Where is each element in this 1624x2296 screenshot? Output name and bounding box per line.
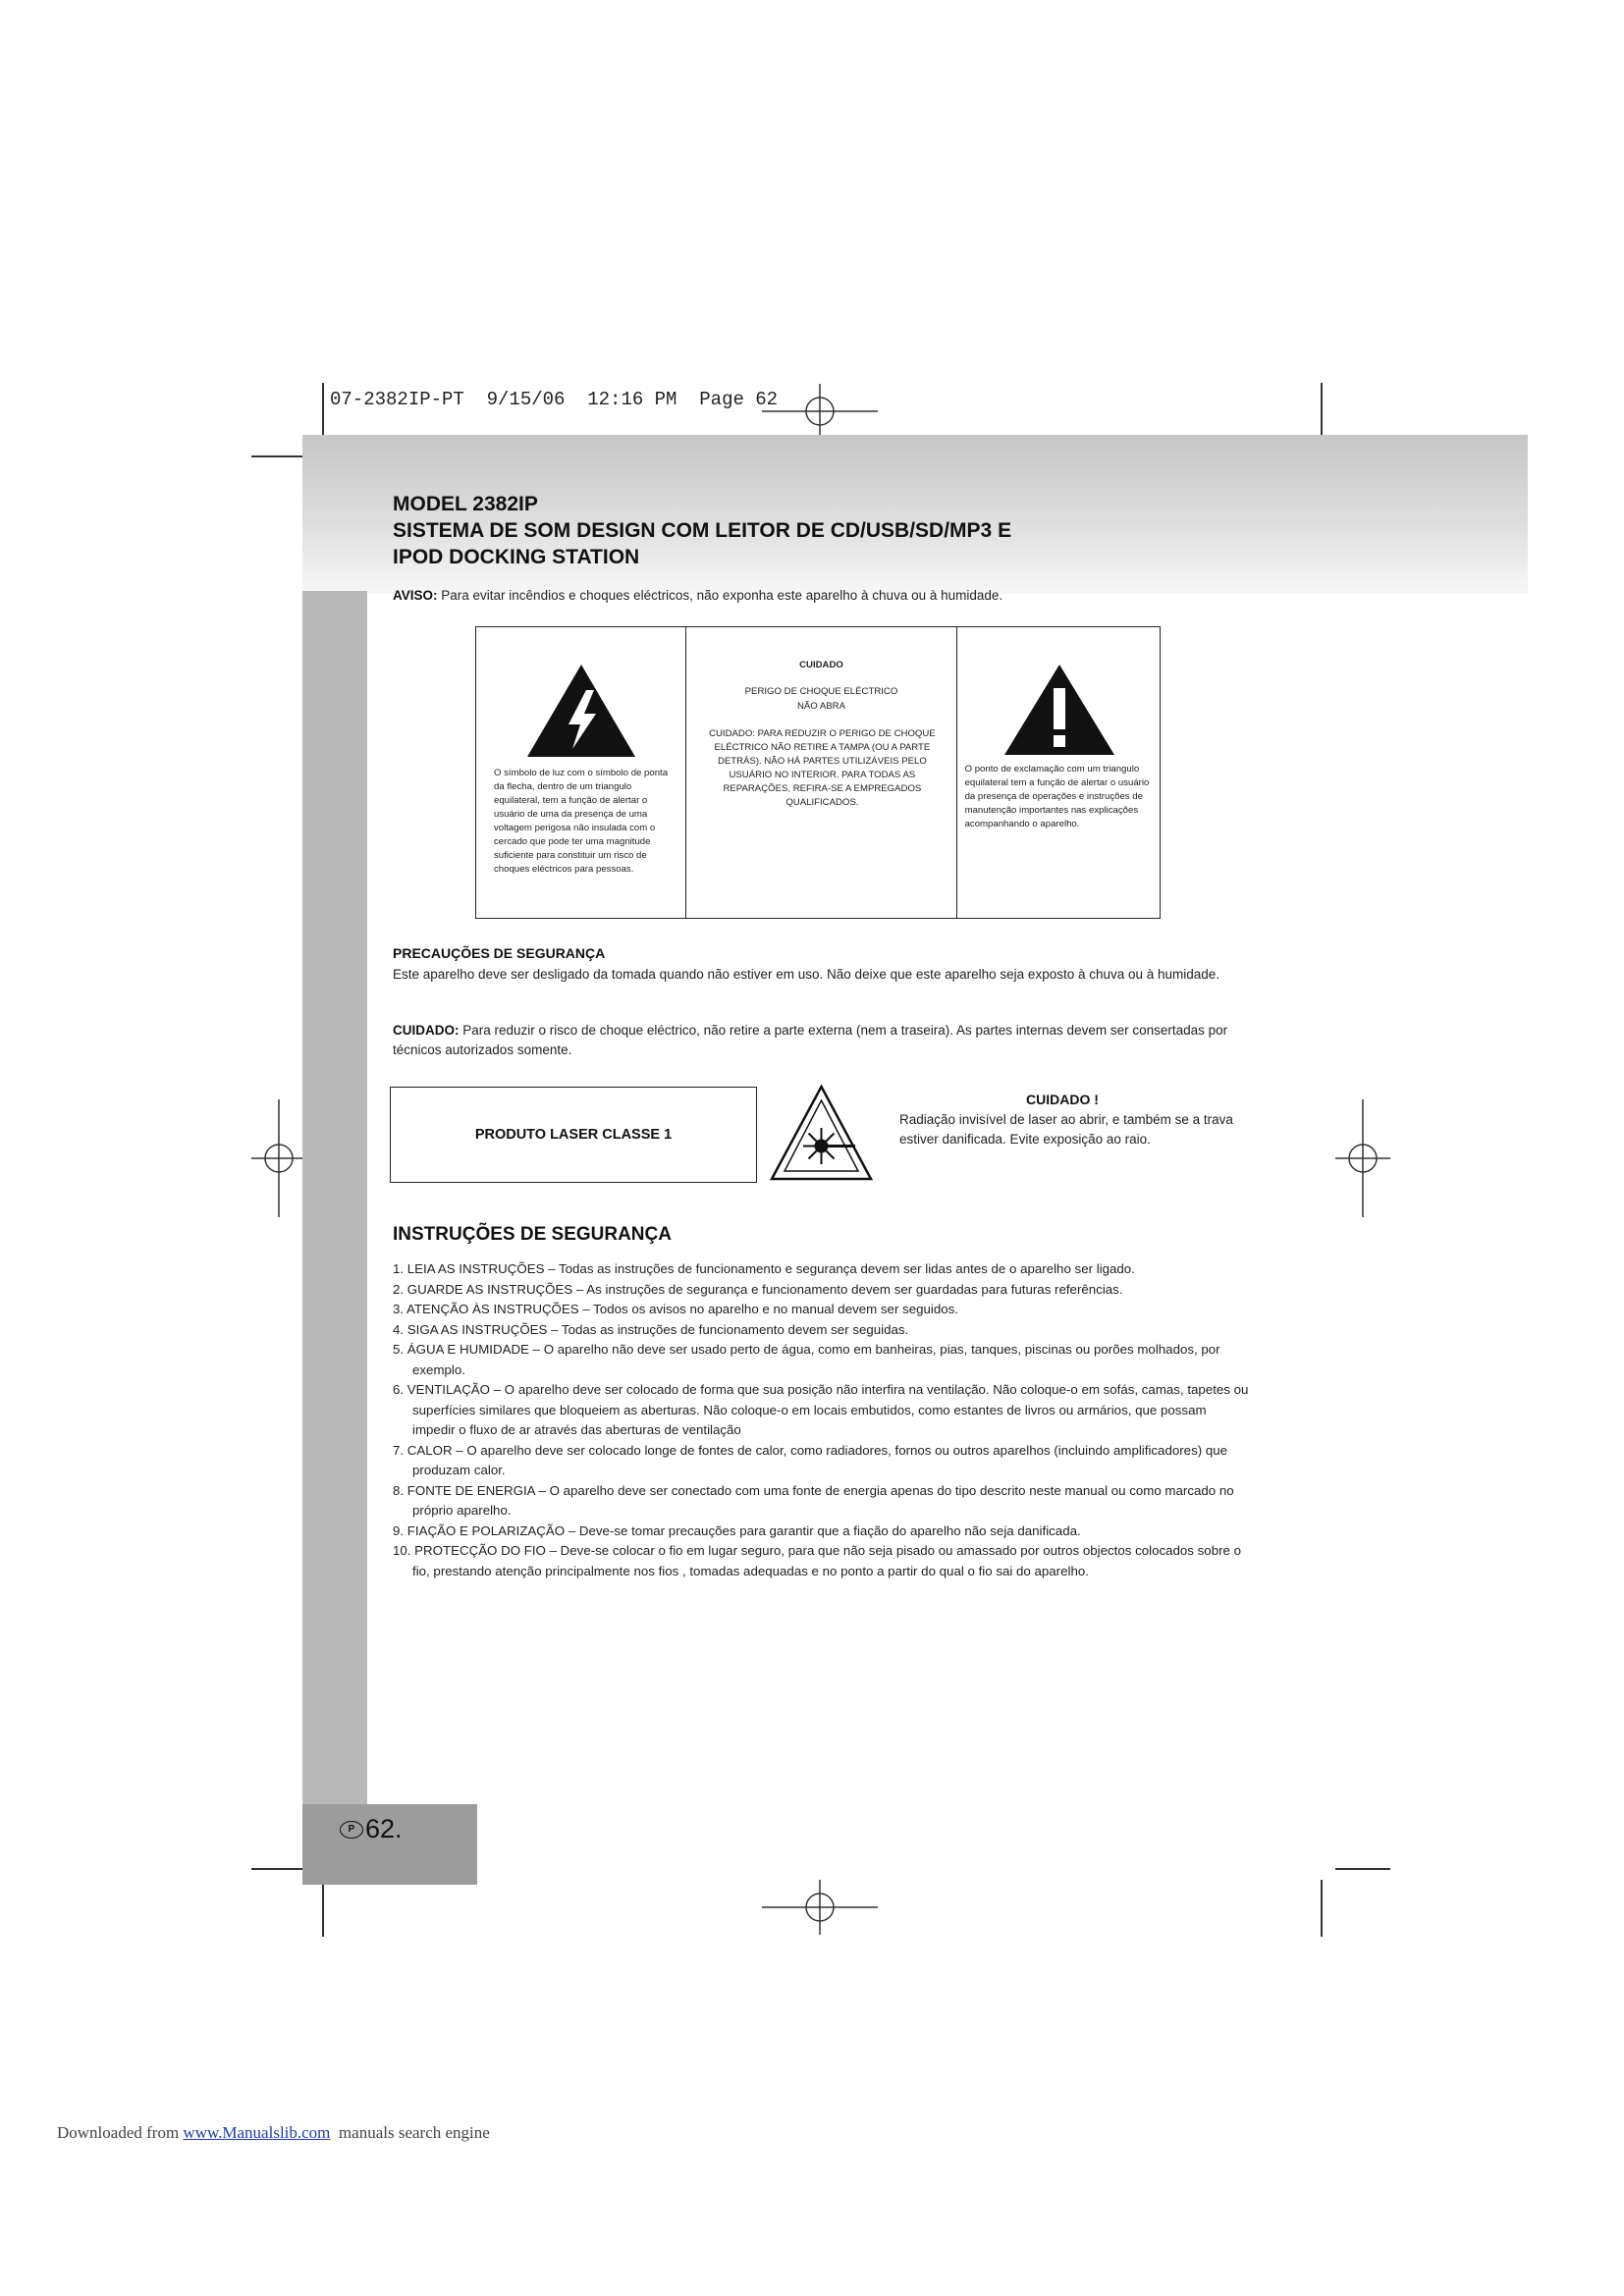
list-item: 4. SIGA AS INSTRUÇÕES – Todas as instruções de funcionamento devem ser seguidas. bbox=[393, 1321, 909, 1337]
footer-prefix: Downloaded from bbox=[57, 2123, 184, 2142]
caution-label-text: CUIDADO: PARA REDUZIR O PERIGO DE CHOQUE ELÉCTRICO NÃO RETIRE A TAMPA (OU A PARTE DETRÁS). NÃO HÁ PARTES UTILIZÁVEIS PELO USUÁRIO NO INTERIOR. PARA TODAS AS REPARAÇÕES, REFIRA-SE A EMPREGADOS QUALIFICADOS. bbox=[709, 728, 936, 808]
exclamation-symbol-cell bbox=[956, 627, 1160, 918]
manualslib-link[interactable]: www.Manualslib.com bbox=[183, 2123, 331, 2142]
model-title: MODEL 2382IP bbox=[393, 493, 538, 515]
page-number bbox=[340, 1814, 403, 1844]
caution-label-heading: CUIDADO bbox=[799, 660, 843, 670]
lightning-symbol-cell bbox=[476, 627, 685, 918]
laser-caution-heading: CUIDADO ! bbox=[1026, 1092, 1099, 1107]
crop-mark bbox=[251, 1868, 306, 1870]
aviso-text: Para evitar incêndios e choques eléctricos, não exponha este aparelho à chuva ou à humidade. bbox=[437, 588, 1003, 603]
cuidado-text: Para reduzir o risco de choque eléctrico, não retire a parte externa (nem a traseira). As partes internas devem ser consertadas por técnicos autorizados somente. bbox=[393, 1023, 1228, 1057]
footer-suffix: manuals search engine bbox=[330, 2123, 490, 2142]
caution-label-line1: PERIGO DE CHOQUE ELÉCTRICO bbox=[744, 686, 898, 697]
print-slug: 07-2382IP-PT 9/15/06 12:16 PM Page 62 bbox=[330, 389, 779, 410]
precaucoes-heading: PRECAUÇÕES DE SEGURANÇA bbox=[393, 945, 606, 961]
laser-class-box: PRODUTO LASER CLASSE 1 bbox=[390, 1087, 757, 1183]
caution-label-cell bbox=[685, 627, 955, 918]
download-footer bbox=[57, 2123, 490, 2143]
list-item: 8. FONTE DE ENERGIA – O aparelho deve ser conectado com uma fonte de energia apenas do tipo descrito neste manual ou como marcado no próprio aparelho. bbox=[393, 1482, 1234, 1518]
list-item: 1. LEIA AS INSTRUÇÕES – Todas as instruções de funcionamento e segurança devem ser lidas antes de o aparelho ser ligado. bbox=[393, 1261, 1135, 1276]
aviso-label: AVISO: bbox=[393, 588, 438, 603]
list-item: 3. ATENÇÃO ÀS INSTRUÇÕES – Todos os avisos no aparelho e no manual devem ser seguidos. bbox=[393, 1302, 958, 1316]
crop-mark bbox=[1321, 383, 1323, 440]
lightning-symbol-text: O símbolo de luz com o símbolo de ponta da flecha, dentro de um triangulo equilateral, tem a função de alertar o usuário de uma da presença de uma voltagem perigosa não insulada com o cercado que pode ter uma magnitude suficiente para constituir um risco de choques eléctricos para pessoas. bbox=[494, 768, 669, 875]
crop-mark bbox=[1321, 1880, 1323, 1937]
list-item: 2. GUARDE AS INSTRUÇÕES – As instruções de segurança e funcionamento devem ser guardadas para futuras referências. bbox=[393, 1281, 1123, 1297]
list-item: 5. ÁGUA E HUMIDADE – O aparelho não deve ser usado perto de água, como em banheiras, pias, tanques, piscinas ou porões molhados, por exemplo. bbox=[393, 1342, 1220, 1377]
precaucoes-text: Este aparelho deve ser desligado da tomada quando não estiver em uso. Não deixe que este aparelho seja exposto à chuva ou à humidade. bbox=[393, 967, 1220, 982]
crop-mark bbox=[322, 383, 324, 440]
registration-mark-icon bbox=[251, 1099, 306, 1217]
sidebar-bar bbox=[302, 591, 367, 1885]
lightning-triangle-icon bbox=[525, 663, 637, 759]
page-number-text: 62. bbox=[365, 1814, 403, 1843]
crop-mark bbox=[322, 1880, 324, 1937]
instrucoes-list bbox=[393, 1259, 1251, 1581]
warning-symbols-table bbox=[475, 626, 1161, 919]
list-item: 6. VENTILAÇÃO – O aparelho deve ser colocado de forma que sua posição não interfira na ventilação. Não coloque-o em sofás, camas, tapetes ou superfícies similares que bloqueiem as aberturas. Não coloque-o em locais embutidos, como estantes de livros ou armários, que possam impedir o fluxo de ar através das aberturas de ventilação bbox=[393, 1382, 1249, 1437]
product-title-line1: SISTEMA DE SOM DESIGN COM LEITOR DE CD/USB/SD/MP3 E bbox=[393, 519, 1012, 542]
exclamation-triangle-icon bbox=[1002, 663, 1116, 757]
list-item: 10. PROTECÇÃO DO FIO – Deve-se colocar o fio em lugar seguro, para que não seja pisado ou amassado por outros objectos colocados sobre o fio, prestando atenção principalmente nos fios , tomadas adequadas e no ponto a partir do qual o fio sai do aparelho. bbox=[393, 1543, 1242, 1578]
product-title-line2: IPOD DOCKING STATION bbox=[393, 546, 640, 568]
aviso-paragraph bbox=[393, 586, 1255, 606]
registration-mark-icon bbox=[1335, 1099, 1390, 1217]
cuidado-paragraph bbox=[393, 1021, 1255, 1060]
registration-mark-icon bbox=[762, 384, 878, 439]
laser-warning-icon bbox=[769, 1084, 874, 1182]
list-item: 9. FIAÇÃO E POLARIZAÇÃO – Deve-se tomar precauções para garantir que a fiação do aparelho não seja danificada. bbox=[393, 1522, 1081, 1538]
crop-mark bbox=[1335, 1868, 1390, 1870]
crop-mark bbox=[251, 455, 306, 457]
exclamation-symbol-text: O ponto de exclamação com um triangulo equilateral tem a função de alertar o usuário da presença de operações e instruções de manutenção importantes nas explicações acompanhando o aparelho. bbox=[964, 764, 1150, 829]
laser-caution-text: Radiação invisível de laser ao abrir, e também se a trava estiver danificada. Evite exposição ao raio. bbox=[899, 1112, 1233, 1147]
list-item: 7. CALOR – O aparelho deve ser colocado longe de fontes de calor, como radiadores, fornos ou outros aparelhos (incluindo amplificadores) que produzam calor. bbox=[393, 1442, 1228, 1477]
cuidado-label: CUIDADO: bbox=[393, 1023, 460, 1038]
registration-mark-icon bbox=[762, 1880, 878, 1935]
caution-label-line2: NÃO ABRA bbox=[796, 701, 846, 712]
instrucoes-heading: INSTRUÇÕES DE SEGURANÇA bbox=[393, 1224, 672, 1245]
language-marker-icon: P bbox=[340, 1821, 363, 1839]
